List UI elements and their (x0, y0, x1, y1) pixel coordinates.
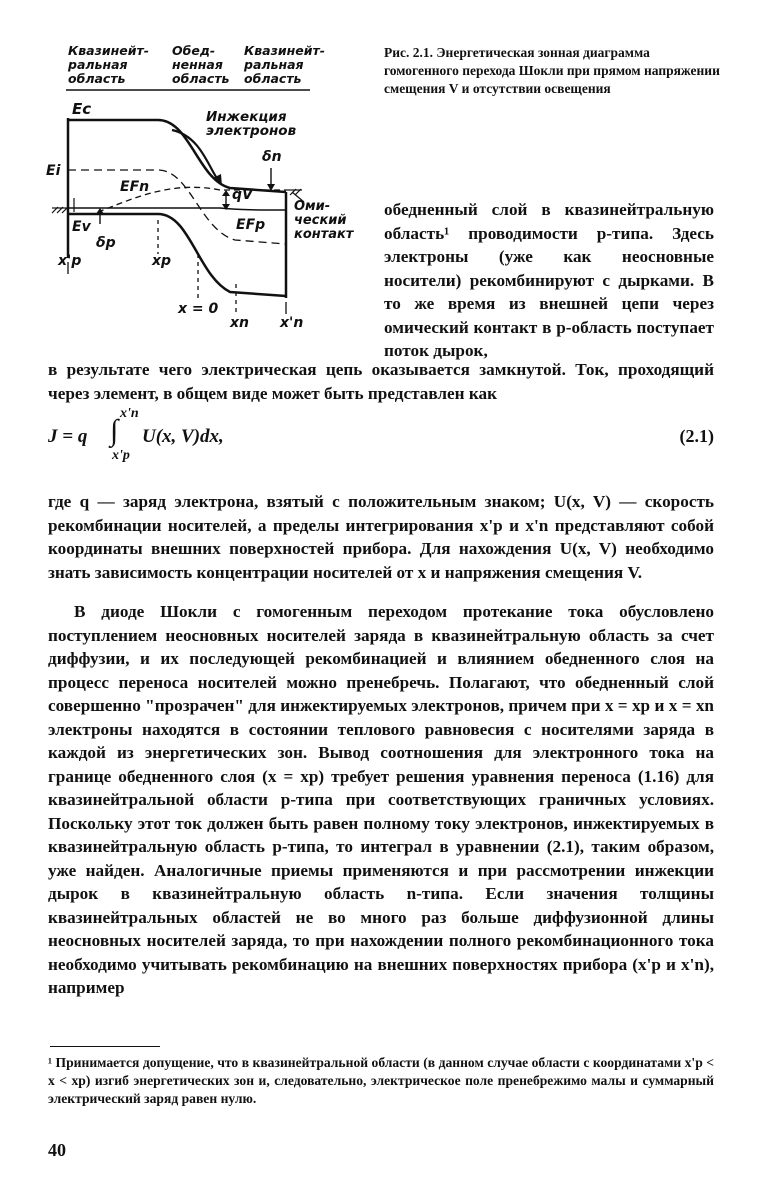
delta-p-arrowhead (96, 208, 104, 214)
page-number: 40 (48, 1140, 66, 1160)
label-x0: x = 0 (178, 301, 219, 317)
region-label-mid: Обед- ненная область (172, 43, 230, 86)
equation-integrand: U(x, V)dx, (142, 426, 224, 447)
label-ev: Ev (72, 219, 91, 235)
equation-2-1 (48, 408, 714, 468)
footnote-rule (50, 1046, 160, 1047)
integral-lower-limit: x'p (112, 448, 130, 463)
qv-arrowhead-up (222, 190, 230, 196)
label-delta-n: δn (262, 149, 282, 165)
label-xp: xp (152, 253, 172, 269)
region-label-left: Квазинейт- ральная область (68, 43, 149, 86)
paragraph-continue: в результате чего электрическая цепь оказывается замкнутой. Ток, проходящий через элемент, в общем виде может быть представлен как (48, 360, 714, 403)
figure-caption: Рис. 2.1. Энергетическая зонная диаграмма гомогенного перехода Шокли при прямом напряжении смещения V и отсутствии освещения (384, 45, 720, 96)
label-ohmic-contact: Оми- ческий контакт (294, 199, 354, 242)
band-diagram-figure (40, 40, 380, 340)
label-xp-prime: x'p (58, 253, 82, 269)
right-column-text: обедненный слой в квазинейтральную область¹ проводимости p-типа. Здесь электроны (уже как неосновные носители) рекомбинируют с дырками. В то же время из внешней цепи через омический контакт в p-область поступает поток дырок, (384, 200, 714, 360)
label-qv: qV (232, 187, 253, 203)
equation-number: (2.1) (679, 426, 714, 446)
paragraph-main: В диоде Шокли с гомогенным переходом протекание тока обусловлено поступлением неосновных носителей заряда в квазинейтральную область за счет диффузии, и их последующей рекомбинацией и влиянием обедненного слоя на процесс переноса носителей можно пренебречь. Полагают, что обедненный слой совершенно "прозрачен" для инжектируемых электронов, причем при x = xp и x = xn электроны находятся в состоянии теплового равновесия с носителями заряда в каждой из энергетических зон. Вывод соотношения для электронного тока на границе обедненного слоя (x = xp) требует решения уравнения переноса (1.16) для квазинейтральной области p-типа при соответствующих граничных условиях. Поскольку этот ток должен быть равен полному току электронов, инжектируемых в квазинейтральную область p-типа, то интеграл в уравнении (2.1), таким образом, уже найден. Аналогичные приемы применяются и при рассмотрении инжекции дырок в квазинейтральную область n-типа. Если значения толщины квазинейтральных областей не во много раз больше диффузионной длины неосновных носителей заряда, то при нахождении полного рекомбинационного тока необходимо учитывать рекомбинацию на внешних поверхностях прибора (x'p и x'n), например (48, 602, 714, 997)
label-injection: Инжекция электронов (206, 109, 297, 139)
integral-sign: ∫ (110, 414, 119, 447)
paragraph-where: где q — заряд электрона, взятый с положительным знаком; U(x, V) — скорость рекомбинации носителей, а пределы интегрирования x'p и x'n представляют собой координаты внешних поверхностей прибора. Для нахождения U(x, V) необходимо знать зависимость концентрации носителей от x и напряжения смещения V. (48, 492, 714, 582)
label-ei: Ei (46, 163, 61, 179)
label-delta-p: δp (96, 235, 116, 251)
label-ec: Ec (72, 100, 92, 118)
region-label-right: Квазинейт- ральная область (244, 43, 325, 86)
band-diagram-svg (40, 40, 380, 340)
footnote: ¹ Принимается допущение, что в квазинейтральной области (в данном случае области с координатами x'p < x < xp) изгиб энергетических зон и, следовательно, электрическое поле пренебрежимо малы и суммарный электрический заряд равен нулю. (48, 1055, 714, 1106)
integral-upper-limit: x'n (120, 406, 139, 421)
label-efp: EFp (236, 217, 266, 233)
label-efn: EFn (120, 179, 150, 195)
equation-lhs: J = q (48, 426, 88, 447)
label-xn: xn (230, 315, 249, 331)
left-contact-hatch (52, 207, 68, 213)
label-xn-prime: x'n (280, 315, 304, 331)
